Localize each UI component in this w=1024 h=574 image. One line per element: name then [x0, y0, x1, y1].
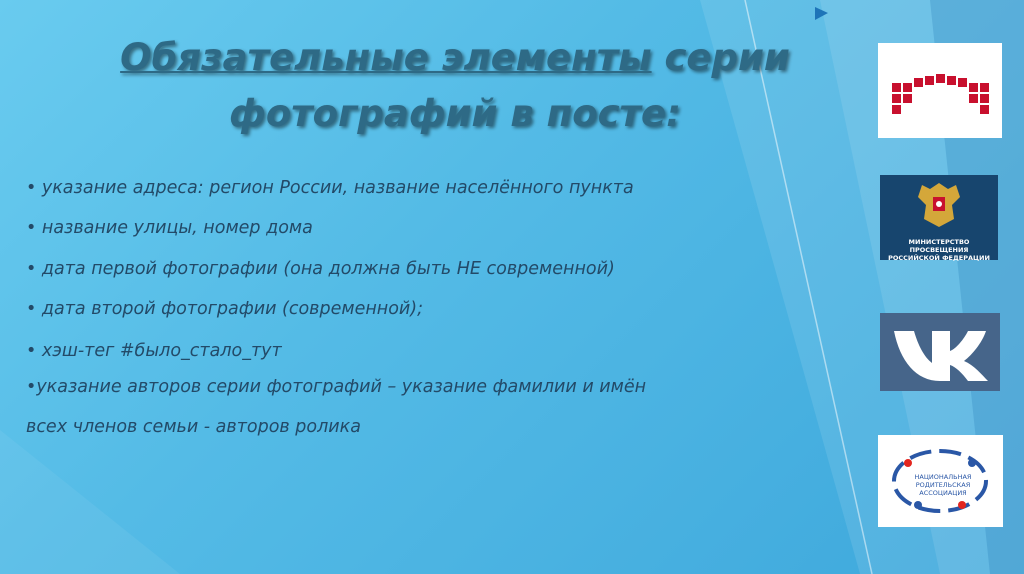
ministry-logo	[880, 175, 998, 260]
title-underlined-part: Обязательные элементы	[120, 36, 652, 79]
vk-logo	[880, 313, 1000, 391]
slide-title	[60, 30, 850, 142]
bullet-first-photo-date: • дата первой фотографии (она должна быть НЕ современной)	[26, 259, 615, 279]
bullet-street: • название улицы, номер дома	[26, 218, 313, 238]
association-text	[913, 473, 973, 497]
bullet-second-photo-date: • дата второй фотографии (современной);	[26, 299, 424, 319]
bullet-address: • указание адреса: регион России, название населённого пункта	[26, 178, 634, 198]
bridge-logo	[878, 43, 1002, 138]
association-text-line3: АССОЦИАЦИЯ	[919, 489, 967, 497]
parents-association-logo	[878, 435, 1003, 527]
ministry-text-line2: РОССИЙСКОЙ ФЕДЕРАЦИИ	[888, 254, 990, 262]
association-text-line1: НАЦИОНАЛЬНАЯ	[914, 473, 972, 481]
title-part2: серии	[651, 36, 790, 79]
bullet-authors-continued: всех членов семьи - авторов ролика	[26, 417, 361, 437]
bullet-authors: •указание авторов серии фотографий – указание фамилии и имён	[26, 377, 647, 397]
bridge-logo-icon	[878, 43, 1002, 138]
ministry-text-line1: МИНИСТЕРСТВО ПРОСВЕЩЕНИЯ	[908, 238, 970, 254]
ministry-text	[880, 238, 998, 262]
bullet-hashtag: • хэш-тег #было_стало_тут	[26, 341, 282, 361]
title-line2: фотографий в посте:	[229, 92, 681, 135]
association-text-line2: РОДИТЕЛЬСКАЯ	[915, 481, 971, 489]
ministry-emblem-icon	[880, 175, 998, 235]
vk-logo-icon	[880, 313, 1000, 391]
